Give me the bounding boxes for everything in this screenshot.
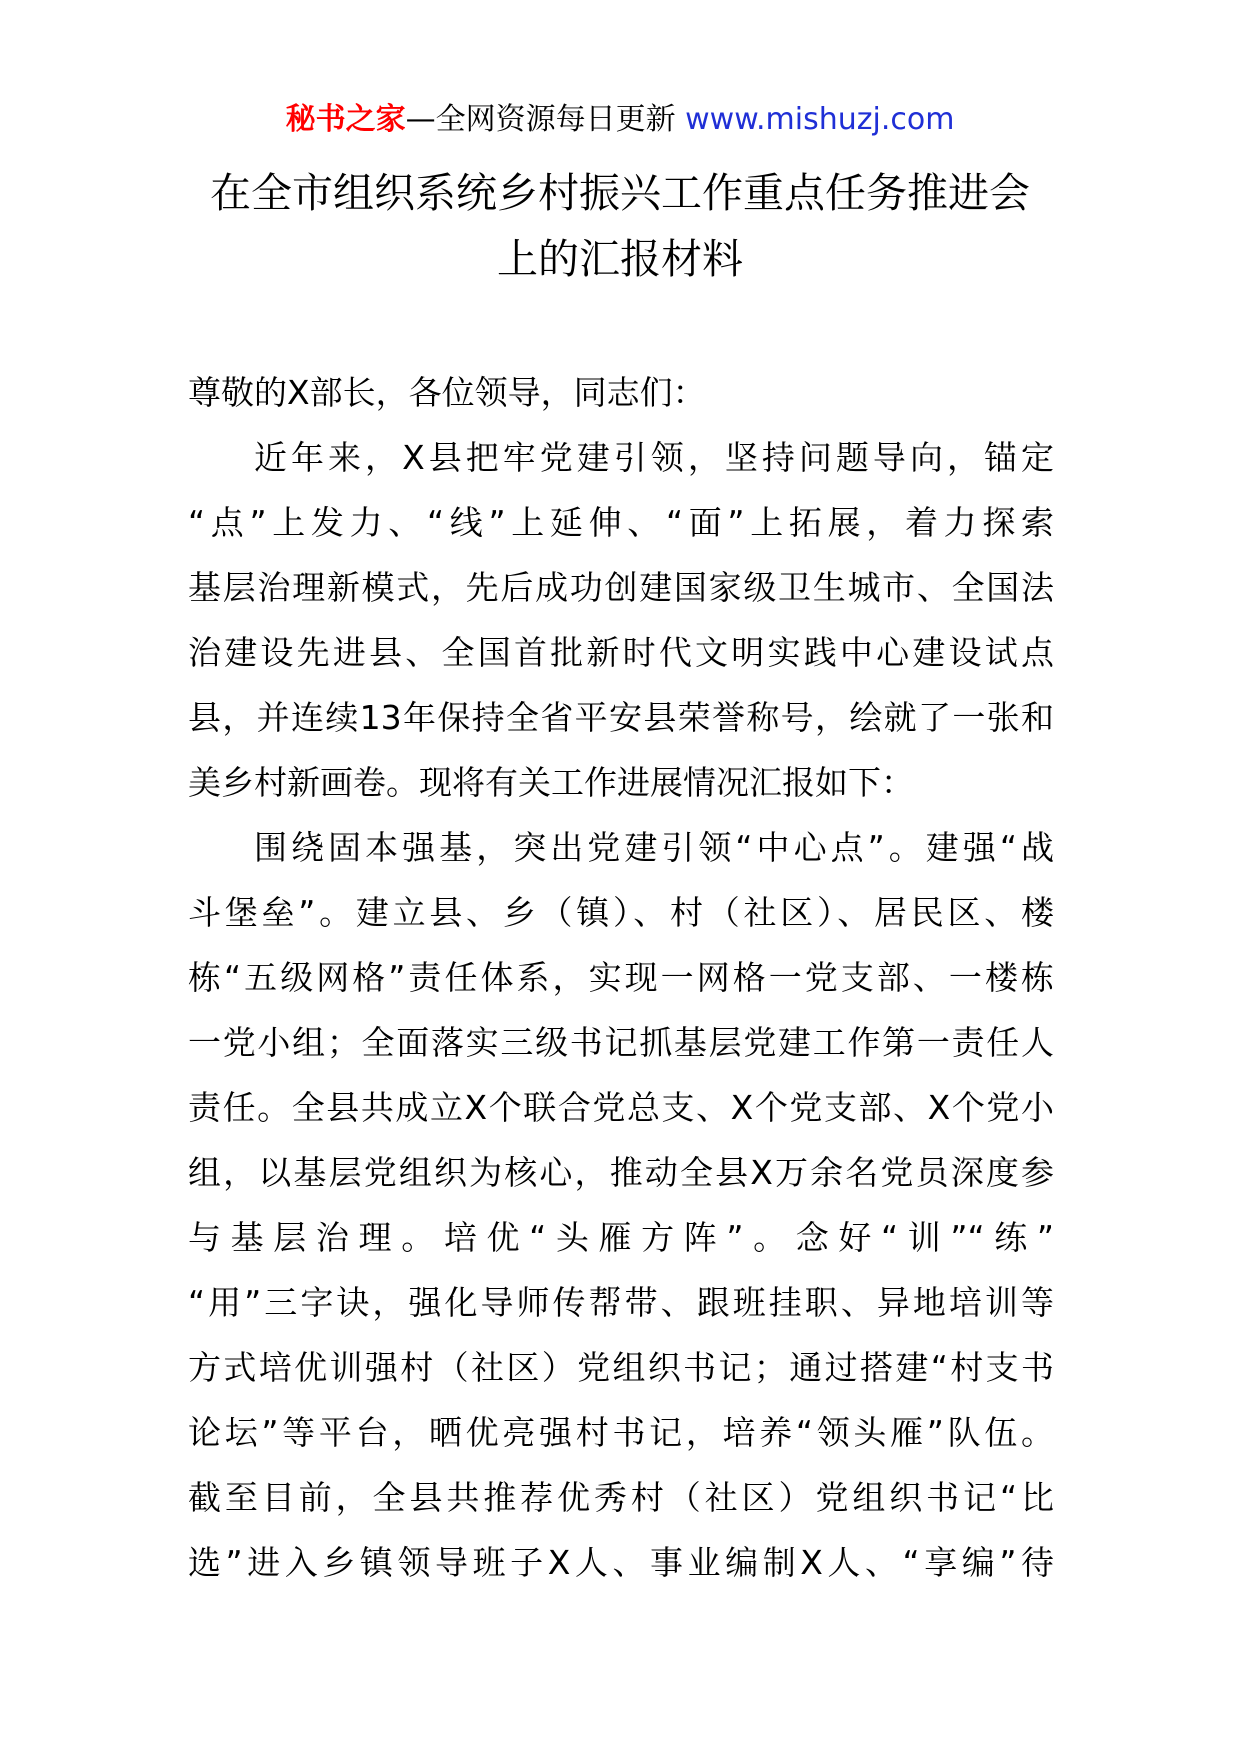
salutation: 尊敬的X部长，各位领导，同志们：: [188, 373, 706, 412]
paragraph-line: 一党小组；全面落实三级书记抓基层党建工作第一责任人: [188, 1023, 1054, 1062]
title-line-2: 上的汇报材料: [497, 235, 743, 283]
paragraph-line: 县，并连续13年保持全省平安县荣誉称号，绘就了一张和: [188, 698, 1054, 737]
paragraph-line: 栋“五级网格”责任体系，实现一网格一党支部、一楼栋: [188, 958, 1054, 997]
paragraph-line: “用”三字诀，强化导师传帮带、跟班挂职、异地培训等: [188, 1283, 1054, 1322]
paragraph-line: 近年来，X县把牢党建引领，坚持问题导向，锚定: [254, 438, 1054, 477]
paragraph-line: 截至目前，全县共推荐优秀村（社区）党组织书记“比: [188, 1478, 1054, 1517]
paragraph-line: 基层治理新模式，先后成功创建国家级卫生城市、全国法: [188, 568, 1054, 607]
paragraph-line: 责任。全县共成立X个联合党总支、X个党支部、X个党小: [188, 1088, 1054, 1127]
paragraph-line: 治建设先进县、全国首批新时代文明实践中心建设试点: [188, 633, 1054, 672]
paragraph-line: 论坛”等平台，晒优亮强村书记，培养“领头雁”队伍。: [188, 1413, 1054, 1452]
paragraph-line: 斗堡垒”。建立县、乡（镇）、村（社区）、居民区、楼: [188, 893, 1054, 932]
paragraph-line: 美乡村新画卷。现将有关工作进展情况汇报如下：: [188, 763, 914, 802]
document-title: [150, 160, 1090, 292]
site-header: [0, 100, 1240, 140]
document-body: [188, 360, 1054, 1595]
brand-name: 秘书之家: [285, 102, 406, 137]
paragraph-line: 选”进入乡镇领导班子X人、事业编制X人、“享编”待: [188, 1543, 1054, 1582]
paragraph-line: “点”上发力、“线”上延伸、“面”上拓展，着力探索: [188, 503, 1054, 542]
site-url-link[interactable]: www.mishuzj.com: [685, 102, 955, 137]
title-line-1: 在全市组织系统乡村振兴工作重点任务推进会: [210, 169, 1030, 217]
paragraph-line: 围绕固本强基，突出党建引领“中心点”。建强“战: [254, 828, 1054, 867]
paragraph-line: 与基层治理。培优“头雁方阵”。念好“训”“练”: [188, 1218, 1054, 1257]
paragraph-line: 组，以基层党组织为核心，推动全县X万余名党员深度参: [188, 1153, 1054, 1192]
paragraph-line: 方式培优训强村（社区）党组织书记；通过搭建“村支书: [188, 1348, 1054, 1387]
header-tagline: —全网资源每日更新: [405, 102, 676, 137]
